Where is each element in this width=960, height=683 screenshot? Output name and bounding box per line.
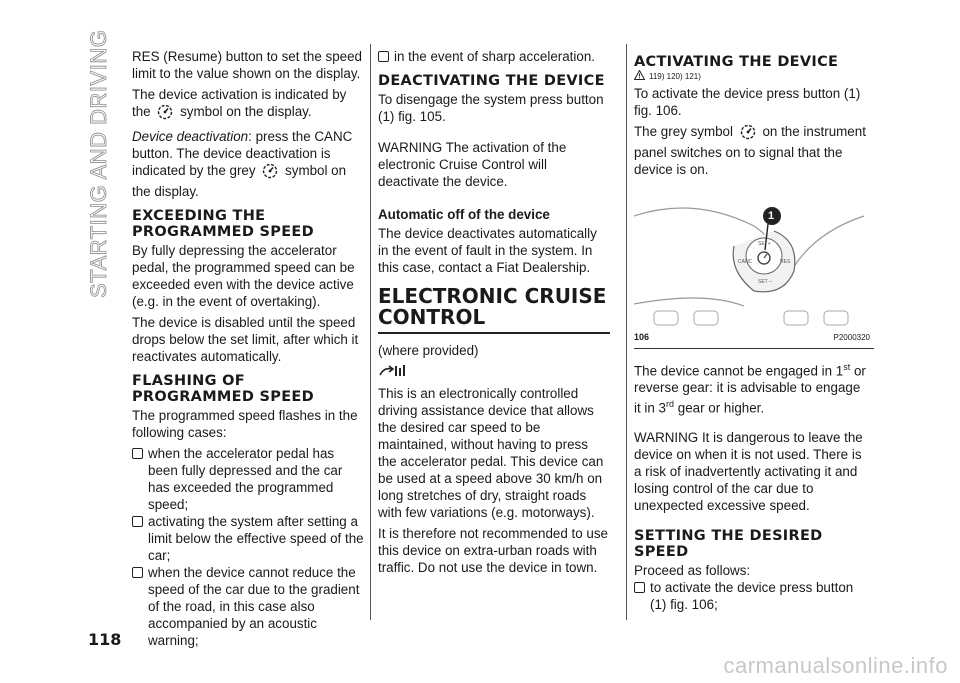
paragraph: [634, 123, 866, 178]
list-item: [132, 513, 364, 564]
paragraph: [132, 128, 364, 200]
paragraph: To activate the device press button (1) fig. 106.: [634, 86, 861, 118]
paragraph: It is therefore not recommended to use this device on extra-urban roads with traffic. Do not use the device in town.: [378, 526, 608, 575]
paragraph: [132, 86, 364, 124]
column-divider: [370, 44, 371, 620]
section-heading: FLASHING OF PROGRAMMED SPEED: [132, 373, 314, 405]
chapter-title-text: STARTING AND DRIVING: [86, 29, 111, 298]
bullet-box-icon: [378, 51, 389, 62]
button-label-canc: CANC: [738, 259, 753, 265]
reference-numbers: 119) 120) 121): [649, 71, 701, 81]
paragraph: [634, 359, 866, 417]
bullet-box-icon: [634, 582, 645, 593]
text-column-3: [634, 48, 870, 613]
paragraph: Proceed as follows:: [634, 562, 751, 578]
bullet-box-icon: [132, 567, 143, 578]
paragraph: RES (Resume) button to set the speed limit to the value shown on the display.: [132, 49, 362, 81]
italic-term: Device deactivation: [132, 129, 249, 144]
button-label-res: RES: [780, 259, 791, 265]
paragraph: To disengage the system press button (1) fig. 105.: [378, 92, 604, 124]
section-heading: DEACTIVATING THE DEVICE: [378, 73, 605, 89]
section-heading: EXCEEDING THE PROGRAMMED SPEED: [132, 208, 314, 240]
cruise-control-icon: [378, 363, 610, 383]
text-column-1: [132, 48, 364, 649]
steering-wheel-illustration: [634, 186, 874, 336]
section-heading: SETTING THE DESIRED SPEED: [634, 527, 823, 560]
text-run: on the instrument panel switches on to signal that the device is on.: [634, 124, 866, 177]
figure-code: P2000320: [833, 333, 870, 342]
text-run: : press the CANC button. The device deactivation is indicated by the grey: [132, 129, 353, 178]
subsection-heading: Automatic off of the device: [378, 207, 550, 222]
paragraph: This is an electronically controlled driving assistance device that allows the desired car speed to be maintained, without having to press the accelerator pedal. This device can be used at a speed above 30 km/h on long stretches of dry, straight roads with few variations (e.g. motorways).: [378, 386, 604, 520]
list-item-text: activating the system after setting a limit below the effective speed of the car;: [148, 514, 364, 563]
paragraph: By fully depressing the accelerator pedal, the programmed speed can be exceeded even with the device active (e.g. in the event of overtaking).: [132, 243, 355, 309]
button-label-set-minus: SET –: [758, 279, 772, 285]
paragraph: (where provided): [378, 343, 479, 358]
text-run: gear or higher.: [674, 400, 765, 416]
warning-references: [634, 70, 866, 83]
list-item-text: when the device cannot reduce the speed of the car due to the gradient of the road, in this case also accompanied by an acoustic warning;: [148, 565, 360, 648]
speed-limiter-icon: [262, 163, 278, 183]
bullet-box-icon: [132, 516, 143, 527]
text-run: The grey symbol: [634, 124, 733, 139]
speed-limiter-icon: [740, 124, 756, 144]
list-item: [378, 48, 610, 65]
text-run: The device activation is indicated by the: [132, 87, 347, 119]
button-label-set-plus: SET+: [758, 241, 771, 247]
text-run: symbol on the display.: [132, 163, 347, 199]
text-run: or reverse gear: it is advisable to engage it in 3: [634, 363, 866, 416]
superscript: rd: [666, 399, 675, 410]
paragraph: The device deactivates automatically in the event of fault in the system. In this case, contact a Fiat Dealership.: [378, 226, 597, 275]
text-run: symbol on the display.: [180, 104, 312, 119]
paragraph: The device is disabled until the speed drops below the set limit, after which it reactivates automatically.: [132, 315, 359, 364]
list-item-text: when the accelerator pedal has been fully depressed and the car has exceeded the programmed speed;: [148, 446, 343, 512]
list-item: [132, 445, 364, 513]
text-column-2: [378, 48, 610, 580]
bullet-box-icon: [132, 448, 143, 459]
chapter-sidebar-title: [78, 29, 118, 298]
section-heading: ACTIVATING THE DEVICE: [634, 54, 839, 70]
list-item: [634, 579, 866, 613]
warning-triangle-icon: [634, 70, 645, 83]
list-item-text: in the event of sharp acceleration.: [394, 49, 595, 64]
list-item: [132, 564, 364, 649]
page-number: 118: [88, 630, 122, 649]
steering-wheel-figure: [634, 186, 874, 349]
text-run: The device cannot be engaged in 1: [634, 363, 844, 379]
paragraph: The programmed speed flashes in the following cases:: [132, 408, 358, 440]
superscript: st: [843, 362, 851, 372]
list-item-text: to activate the device press button (1) fig. 106;: [650, 579, 854, 612]
chapter-heading: ELECTRONIC CRUISE CONTROL: [378, 286, 610, 334]
figure-number: 106: [634, 332, 650, 342]
column-divider: [626, 44, 627, 620]
speed-limiter-icon: [157, 104, 173, 124]
watermark: carmanualsonline.info: [723, 653, 948, 678]
callout-number: 1: [768, 210, 775, 222]
paragraph: WARNING It is dangerous to leave the device on when it is not used. There is a risk of inadvertently activating it and losing control of the car due to unexpected excessive speed.: [634, 429, 863, 513]
paragraph: WARNING The activation of the electronic Cruise Control will deactivate the device.: [378, 140, 567, 189]
